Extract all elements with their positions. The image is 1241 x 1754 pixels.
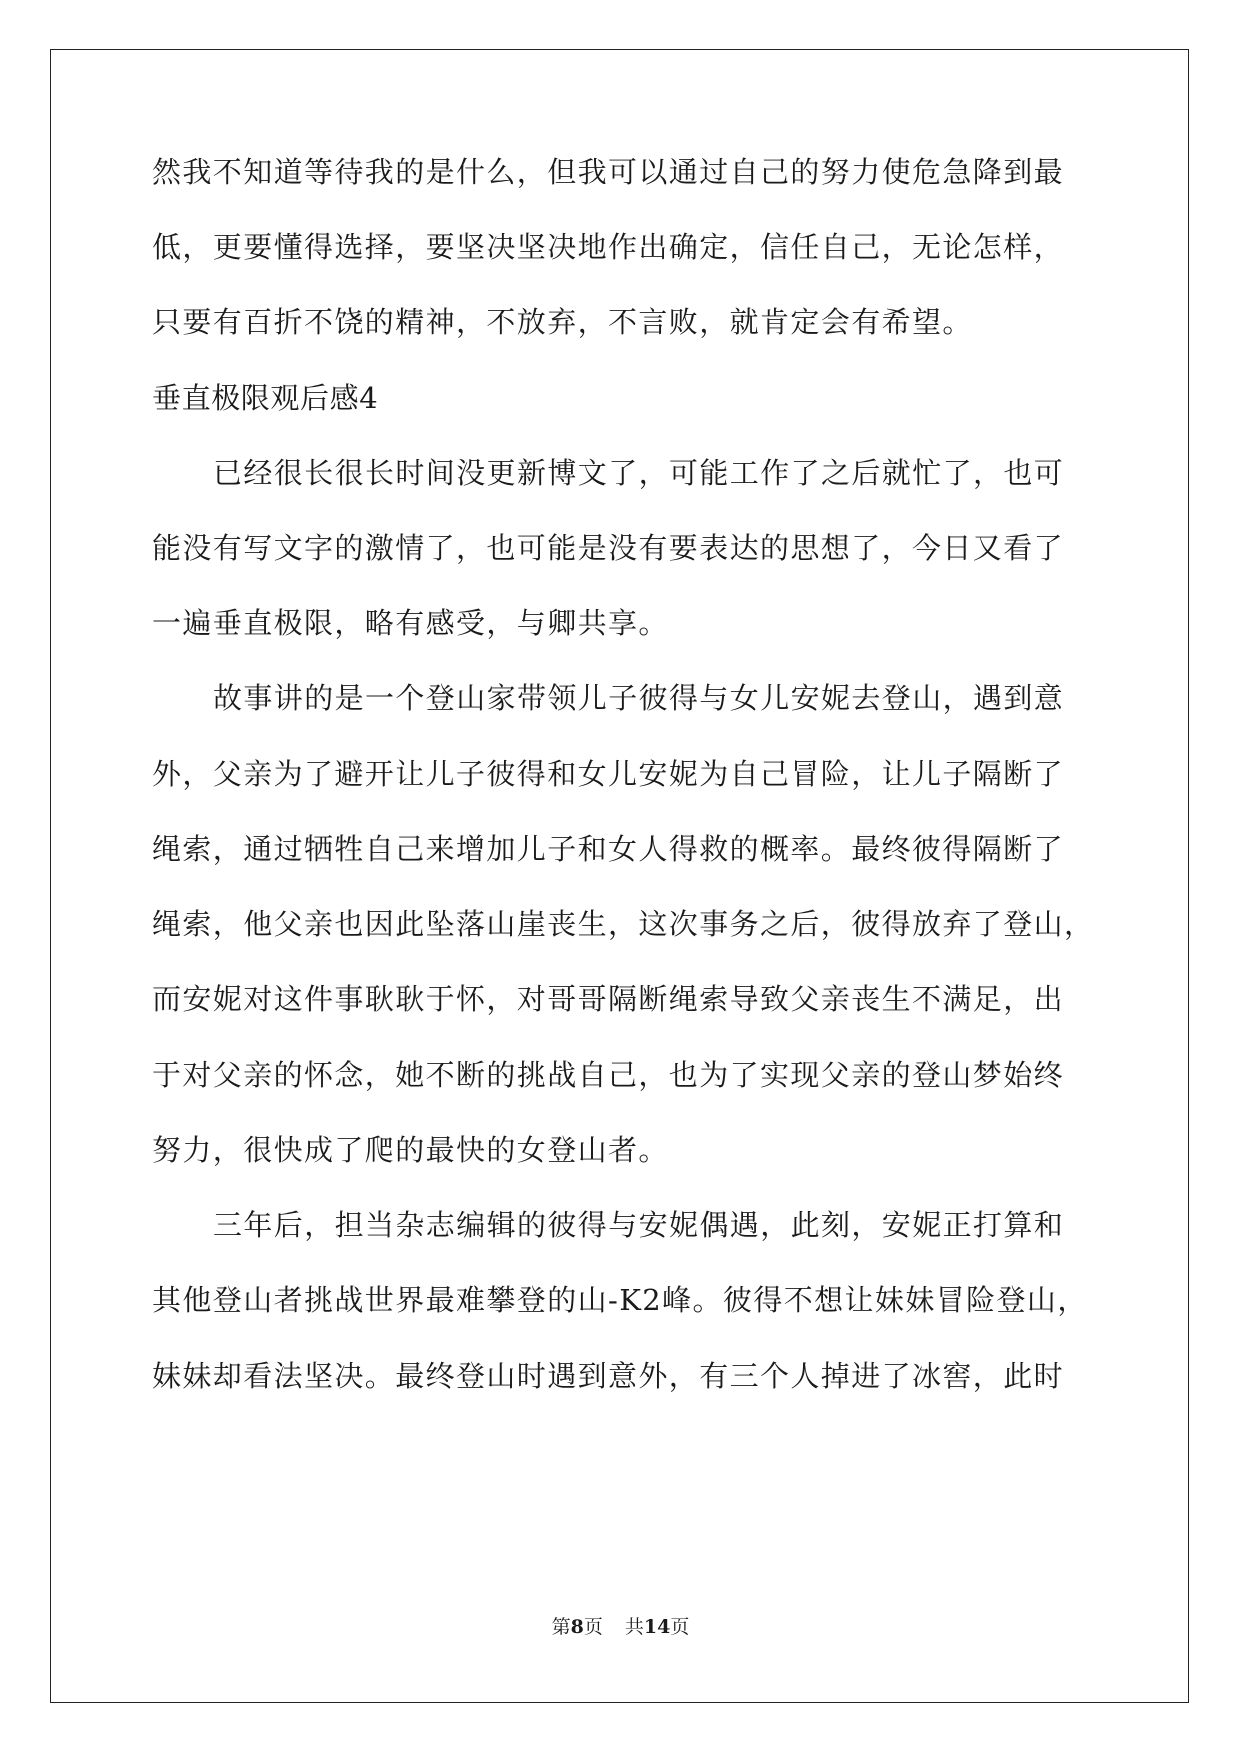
- text-line: 于对父亲的怀念，她不断的挑战自己，也为了实现父亲的登山梦始终: [152, 1058, 1065, 1092]
- text-line: 已经很长很长时间没更新博文了，可能工作了之后就忙了，也可: [213, 456, 1065, 490]
- text-line: 绳索，他父亲也因此坠落山崖丧生，这次事务之后，彼得放弃了登山，: [152, 907, 1095, 941]
- text-line: 其他登山者挑战世界最难攀登的山-K2峰。彼得不想让妹妹冒险登山，: [152, 1283, 1088, 1317]
- text-line: 一遍垂直极限，略有感受，与卿共享。: [152, 606, 669, 640]
- text-line: 妹妹却看法坚决。最终登山时遇到意外，有三个人掉进了冰窖，此时: [152, 1359, 1065, 1393]
- page-current: 8: [570, 1616, 584, 1638]
- page-prefix: 第: [551, 1616, 571, 1638]
- page-footer: [0, 1614, 1241, 1640]
- text-line: 努力，很快成了爬的最快的女登山者。: [152, 1133, 669, 1167]
- text-line: 三年后，担当杂志编辑的彼得与安妮偶遇，此刻，安妮正打算和: [213, 1208, 1065, 1242]
- section-heading: 垂直极限观后感4: [152, 381, 379, 415]
- page-total: 14: [643, 1616, 671, 1638]
- text-line: 故事讲的是一个登山家带领儿子彼得与女儿安妮去登山，遇到意: [213, 681, 1065, 715]
- text-line: 绳索，通过牺牲自己来增加儿子和女人得救的概率。最终彼得隔断了: [152, 832, 1065, 866]
- page-border: [50, 49, 1189, 1703]
- text-line: 而安妮对这件事耿耿于怀，对哥哥隔断绳索导致父亲丧生不满足，出: [152, 982, 1065, 1016]
- page-suffix: 页: [583, 1616, 603, 1638]
- text-line: 只要有百折不饶的精神，不放弃，不言败，就肯定会有希望。: [152, 305, 973, 339]
- total-prefix: 共: [624, 1616, 644, 1638]
- text-line: 能没有写文字的激情了，也可能是没有要表达的思想了，今日又看了: [152, 531, 1065, 565]
- total-suffix: 页: [670, 1616, 690, 1638]
- text-line: 然我不知道等待我的是什么，但我可以通过自己的努力使危急降到最: [152, 155, 1065, 189]
- text-line: 低，更要懂得选择，要坚决坚决地作出确定，信任自己，无论怎样，: [152, 230, 1065, 264]
- text-line: 外，父亲为了避开让儿子彼得和女儿安妮为自己冒险，让儿子隔断了: [152, 757, 1065, 791]
